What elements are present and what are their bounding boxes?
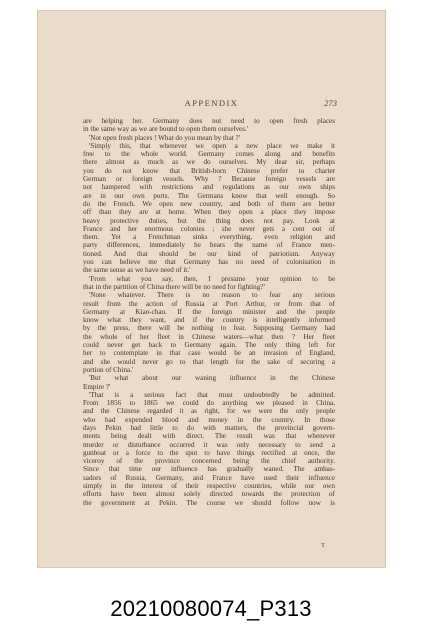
- text-line: you do not know that British-born Chinese prefer to charter: [83, 166, 335, 175]
- body-text: [83, 117, 335, 507]
- text-line: 'None whatever. There is no reason to fear any serious: [89, 291, 335, 300]
- text-line: Since that time our influence has gradually waned. The ambas-: [83, 465, 335, 474]
- signature-mark: T: [321, 542, 325, 549]
- book-page: [37, 10, 386, 568]
- text-line: gunboat or a force to the spot to have things rectified at once, the: [83, 448, 335, 457]
- text-line: days Pekin had little to do with matters, the provincial govern-: [83, 423, 335, 432]
- text-line: 'But what about our waning influence in the Chinese: [89, 374, 335, 383]
- text-line: Empire ?': [83, 382, 111, 391]
- page-number: 273: [324, 98, 337, 108]
- text-line: heavy protective duties, but the thing does not pay. Look at: [83, 216, 335, 225]
- text-line: party differences, immediately he hears the name of France men-: [83, 241, 335, 250]
- text-line: sadors of Russia, Germany, and France have used their influence: [83, 473, 335, 482]
- text-line: that in the partition of China there will be no need for fighting?': [83, 282, 265, 291]
- text-line: know what they want, and if the country is intelligently informed: [83, 316, 335, 325]
- text-line: tioned. And that should be our kind of patriotism. Anyway: [83, 249, 335, 258]
- image-caption: 20210080074_P313: [110, 596, 312, 621]
- text-line: viceroy of the province concerned being the chief authority.: [83, 457, 335, 466]
- text-line: 'Not open fresh places ! What do you mean by that ?': [89, 133, 240, 142]
- text-line: the government at Pekin. The course we should follow now is: [83, 498, 335, 507]
- text-line: her to contemplate in that case would be an invasion of England,: [83, 349, 335, 358]
- text-line: do the French. We open new country, and both of them are better: [83, 199, 335, 208]
- text-line: ments being dealt with direct. The result was that whenever: [83, 432, 335, 441]
- text-line: the whole of her fleet in Chinese waters—what then ? Her fleet: [83, 332, 335, 341]
- text-line: 'Simply this, that whenever we open a new place we make it: [89, 141, 335, 150]
- text-line: them. Yet a Frenchman sinks everything, even religion and: [83, 233, 335, 242]
- text-line: efforts have been almost solely directed towards the protection of: [83, 490, 335, 499]
- text-line: off than they are at home. When they open a place they impose: [83, 208, 335, 217]
- text-line: not hampered with restrictions and regulations as our own ships: [83, 183, 335, 192]
- text-line: Germany at Kiao-chau. If the foreign minister and the people: [83, 307, 335, 316]
- text-line: are helping her. Germany does not need to open fresh places: [83, 117, 335, 125]
- text-line: 'From what you say, then, I presume your opinion to be: [89, 274, 335, 283]
- text-line: 'That is a serious fact that must undoubtedly be admitted.: [89, 390, 335, 399]
- text-line: simply in the interest of their respective countries, while our own: [83, 482, 335, 491]
- text-line: German or foreign vessels. Why ? Because foreign vessels are: [83, 175, 335, 184]
- text-line: free to the whole world. Germany comes along and benefits: [83, 150, 335, 159]
- text-line: and she would never go to that length for the sake of securing a: [83, 357, 335, 366]
- text-line: who had expended blood and money in the country. In those: [83, 415, 335, 424]
- text-line: murder or disturbance occurred it was only necessary to send a: [83, 440, 335, 449]
- text-line: and the Chinese regarded it as right, for we were the only people: [83, 407, 335, 416]
- text-line: could never get back to Germany again. The only thing left for: [83, 341, 335, 350]
- text-line: by the press, there will be nothing to fear. Supposing Germany had: [83, 324, 335, 333]
- page-header: [38, 98, 385, 110]
- text-line: in the same way as we are bound to open them ourselves.': [83, 125, 249, 134]
- text-line: portion of China.': [83, 365, 134, 374]
- text-line: you can believe me that Germany has no need of colonisation in: [83, 258, 335, 267]
- text-line: the same sense as we have need of it.': [83, 266, 191, 275]
- running-title: APPENDIX: [184, 98, 239, 108]
- text-line: result from the action of Russia at Port Arthur, or from that of: [83, 299, 335, 308]
- text-line: there almost as much as we do ourselves. My dear sir, perhaps: [83, 158, 335, 167]
- text-line: are in our own ports. The Germans know that well enough. So: [83, 191, 335, 200]
- text-line: From 1856 to 1865 we could do anything we pleased in China,: [83, 399, 335, 408]
- text-line: France and her enormous colonies ; she never gets a cent out of: [83, 224, 335, 233]
